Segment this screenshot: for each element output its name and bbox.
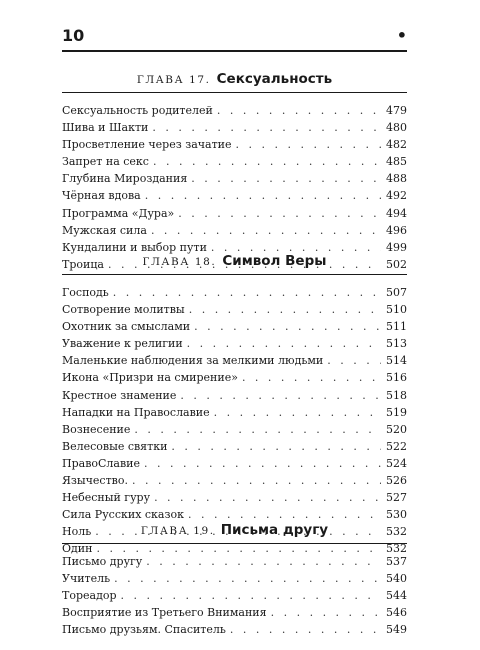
toc-entry-page: 544 <box>386 589 407 603</box>
toc-entry[interactable] <box>62 621 407 638</box>
dot-leader <box>121 587 381 604</box>
header-rule <box>62 50 407 52</box>
toc-entries <box>62 102 407 273</box>
toc-entry[interactable] <box>62 421 407 438</box>
dot-leader <box>271 604 381 621</box>
dot-leader <box>194 318 381 335</box>
toc-entry[interactable] <box>62 284 407 301</box>
toc-entry-title: Шива и Шакти <box>62 121 149 135</box>
toc-entry[interactable] <box>62 587 407 604</box>
toc-entry-page: 492 <box>386 189 407 203</box>
toc-entry-title: Письмо другу <box>62 555 143 568</box>
page-number: 10 <box>62 26 85 45</box>
toc-entry-page: 520 <box>386 422 407 436</box>
dot-leader <box>217 102 381 119</box>
toc-entry-page: 482 <box>386 138 407 152</box>
toc-entry-page: 479 <box>386 104 407 117</box>
toc-entry-page: 499 <box>386 240 407 254</box>
dot-leader <box>214 404 381 421</box>
toc-entry-page: 519 <box>386 405 407 419</box>
toc-entry-title: Охотник за смыслами <box>62 320 191 334</box>
toc-entry-title: Ноль <box>62 525 92 539</box>
toc-entry-title: Небесный гуру <box>62 491 151 505</box>
chapter-rule <box>62 543 407 544</box>
toc-entry[interactable] <box>62 604 407 621</box>
toc-entry-page: 532 <box>386 542 407 556</box>
toc-entry-title: Крестное знамение <box>62 388 177 402</box>
toc-entry-page: 494 <box>386 206 407 220</box>
dot-leader <box>242 369 381 386</box>
toc-entry[interactable] <box>62 318 407 335</box>
toc-entry[interactable] <box>62 472 407 489</box>
toc-entry-page: 537 <box>386 555 407 568</box>
toc-entry-title: Уважение к религии <box>62 337 183 351</box>
chapter-title: Сексуальность <box>216 71 333 87</box>
toc-entry-title: Просветление через зачатие <box>62 138 232 152</box>
toc-entry[interactable] <box>62 119 407 136</box>
dot-leader <box>327 352 381 369</box>
toc-entry-page: 527 <box>386 491 407 505</box>
toc-entry[interactable] <box>62 205 407 222</box>
toc-entry-page: 513 <box>386 337 407 351</box>
toc-entry-title: Язычество. <box>62 474 128 488</box>
chapter-heading <box>62 521 407 547</box>
toc-entry-title: Маленькие наблюдения за мелкими людьми <box>62 354 324 368</box>
toc-entry-title: Сексуальность родителей <box>62 104 213 117</box>
toc-entry-title: Один <box>62 542 93 556</box>
toc-entry-page: 488 <box>386 172 407 186</box>
toc-entry-page: 485 <box>386 155 407 169</box>
chapter-label: ГЛАВА 19. <box>140 525 215 537</box>
dot-leader <box>113 284 381 301</box>
toc-entry[interactable] <box>62 136 407 153</box>
toc-entry[interactable] <box>62 301 407 318</box>
toc-entry[interactable] <box>62 102 407 119</box>
dot-leader <box>151 222 381 239</box>
toc-entry-title: Чёрная вдова <box>62 189 141 203</box>
dot-leader <box>189 301 381 318</box>
toc-entry-page: 549 <box>386 623 407 637</box>
toc-entry[interactable] <box>62 570 407 587</box>
toc-entry-title: Троица <box>62 257 104 271</box>
header-bullet: • <box>396 26 407 45</box>
toc-entry-title: Господь <box>62 286 109 299</box>
toc-entry[interactable] <box>62 335 407 352</box>
toc-entry-title: Велесовые святки <box>62 439 168 453</box>
toc-entry-page: 546 <box>386 606 407 620</box>
dot-leader <box>180 387 381 404</box>
toc-entry[interactable] <box>62 369 407 386</box>
toc-entries <box>62 284 407 558</box>
toc-entry-page: 480 <box>386 121 407 135</box>
dot-leader <box>132 472 381 489</box>
chapter-18 <box>62 252 407 558</box>
toc-entry-page: 516 <box>386 371 407 385</box>
toc-entry-page: 530 <box>386 508 407 522</box>
dot-leader <box>146 553 381 570</box>
toc-entry-title: Икона «Призри на смирение» <box>62 371 238 385</box>
toc-entry[interactable] <box>62 187 407 204</box>
toc-entry-title: Сила Русских сказок <box>62 508 184 522</box>
toc-entry-page: 524 <box>386 456 407 470</box>
toc-entry-title: Учитель <box>62 572 111 586</box>
toc-entry-page: 526 <box>386 474 407 488</box>
toc-entry-page: 540 <box>386 572 407 586</box>
toc-entry-page: 502 <box>386 257 407 271</box>
chapter-17 <box>62 70 407 273</box>
toc-entry-page: 507 <box>386 286 407 299</box>
toc-entry[interactable] <box>62 222 407 239</box>
dot-leader <box>236 136 381 153</box>
toc-entry-title: Программа «Дура» <box>62 206 175 220</box>
chapter-label: ГЛАВА 18. <box>142 256 217 268</box>
dot-leader <box>187 335 381 352</box>
toc-entry-title: Восприятие из Третьего Внимания <box>62 606 267 620</box>
toc-entry[interactable] <box>62 489 407 506</box>
toc-entry-title: Запрет на секс <box>62 155 149 169</box>
dot-leader <box>191 170 381 187</box>
toc-entry[interactable] <box>62 438 407 455</box>
dot-leader <box>230 621 381 638</box>
chapter-title: Письма другу <box>220 522 329 538</box>
dot-leader <box>178 205 381 222</box>
dot-leader <box>171 438 381 455</box>
chapter-title: Символ Веры <box>222 253 327 269</box>
chapter-rule <box>62 92 407 93</box>
toc-entry-page: 522 <box>386 439 407 453</box>
dot-leader <box>144 455 381 472</box>
toc-entry-title: Письмо друзьям. Спаситель <box>62 623 226 637</box>
toc-entry[interactable] <box>62 153 407 170</box>
toc-entries <box>62 553 407 638</box>
chapter-19 <box>62 521 407 638</box>
toc-entry-title: Кундалини и выбор пути <box>62 240 207 254</box>
toc-entry-page: 514 <box>386 354 407 368</box>
toc-entry-page: 510 <box>386 303 407 317</box>
toc-entry-title: Тореадор <box>62 589 117 603</box>
toc-entry-title: ПравоСлавие <box>62 456 141 470</box>
chapter-rule <box>62 274 407 275</box>
dot-leader <box>152 119 381 136</box>
toc-entry-title: Нападки на Православие <box>62 405 210 419</box>
toc-entry-title: Вознесение <box>62 422 131 436</box>
dot-leader <box>153 153 381 170</box>
dot-leader <box>154 489 381 506</box>
toc-entry-title: Сотворение молитвы <box>62 303 185 317</box>
chapter-heading <box>62 252 407 278</box>
toc-entry[interactable] <box>62 352 407 369</box>
page-header <box>62 26 407 50</box>
dot-leader <box>134 421 381 438</box>
toc-entry-page: 511 <box>386 320 407 334</box>
toc-entry-page: 518 <box>386 388 407 402</box>
chapter-heading <box>62 70 407 96</box>
toc-entry[interactable] <box>62 170 407 187</box>
toc-entry-page: 532 <box>386 525 407 539</box>
toc-entry-page: 496 <box>386 223 407 237</box>
toc-entry[interactable] <box>62 455 407 472</box>
chapter-label: ГЛАВА 17. <box>136 74 211 86</box>
dot-leader <box>145 187 381 204</box>
dot-leader <box>114 570 381 587</box>
toc-entry[interactable] <box>62 387 407 404</box>
toc-entry-title: Мужская сила <box>62 223 147 237</box>
toc-entry-title: Глубина Мироздания <box>62 172 188 186</box>
toc-entry[interactable] <box>62 553 407 570</box>
toc-entry[interactable] <box>62 404 407 421</box>
